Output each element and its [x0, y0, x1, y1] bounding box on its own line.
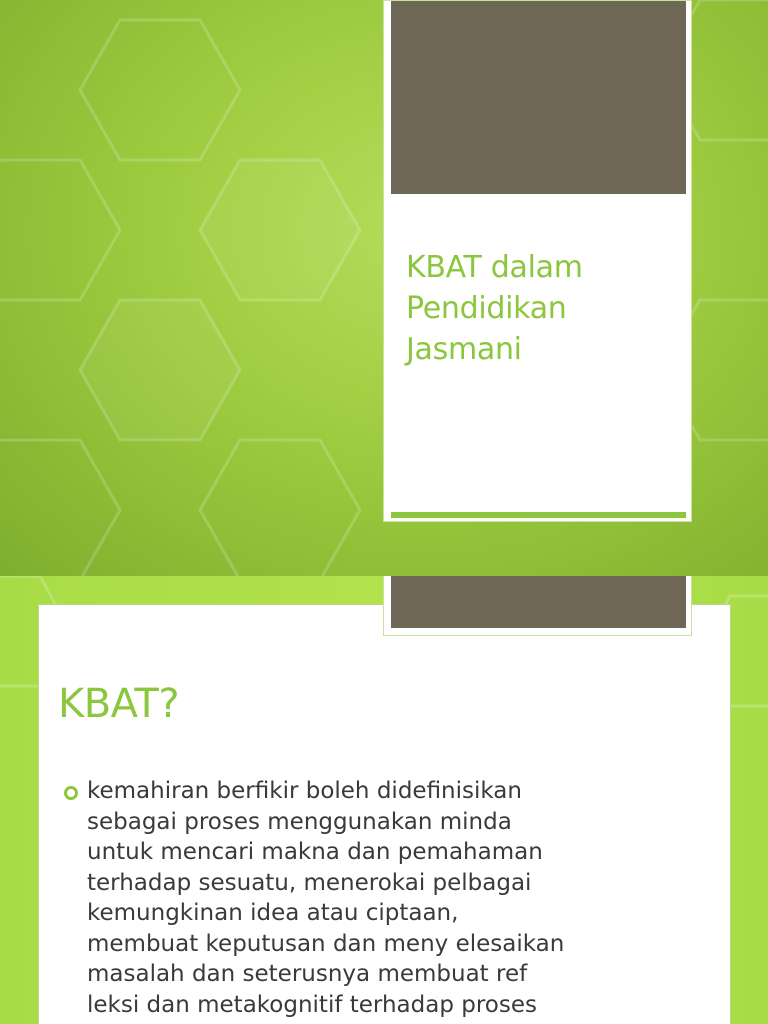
top-card: [383, 576, 692, 636]
top-header-block: [391, 576, 686, 628]
slide-heading: KBAT?: [58, 681, 180, 727]
bullet-text: kemahiran berfikir boleh didefinisikan sebagai proses menggunakan minda untuk mencari makna dan pemahaman terhadap sesuatu, menerokai pelbagai kemungkinan idea atau ciptaan, membuat keputusan dan meny elesaikan masalah dan seterusnya membuat ref leksi dan metakognitif terhadap proses: [87, 778, 565, 1018]
title-accent-bar: [391, 512, 686, 518]
slide-title: KBAT dalam Pendidikan Jasmani: [406, 250, 583, 367]
title-header-block: [391, 1, 686, 194]
circle-bullet-icon: [64, 786, 78, 800]
title-card: [383, 0, 692, 522]
content-slide: [0, 576, 768, 1024]
